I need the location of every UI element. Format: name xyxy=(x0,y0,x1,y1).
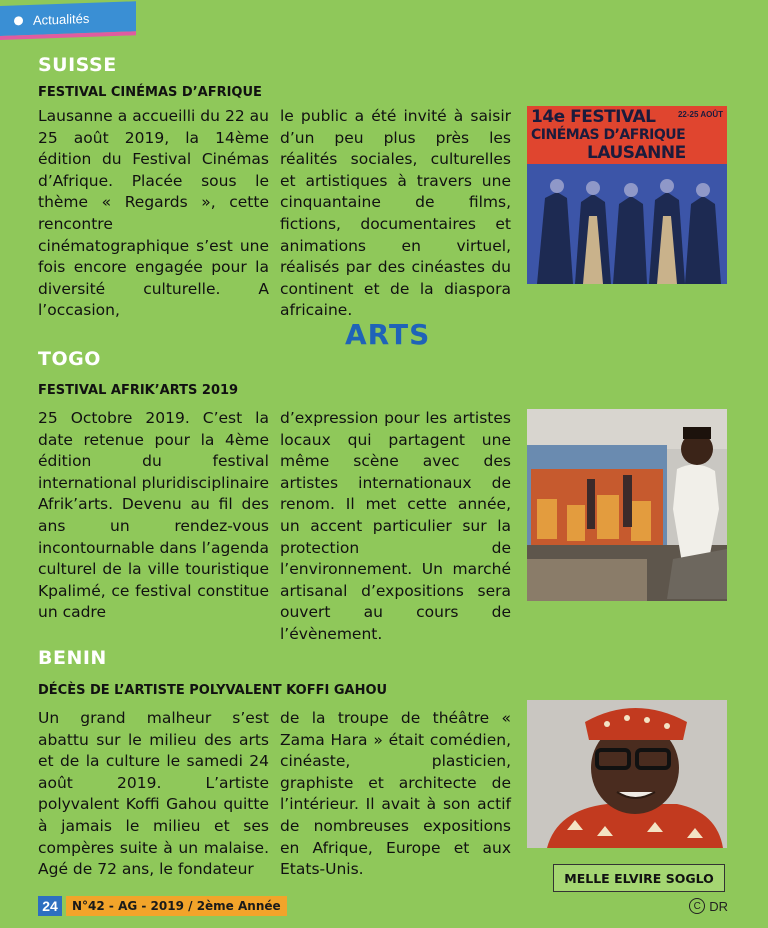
country-suisse: SUISSE xyxy=(38,54,117,76)
arts-section-title: ARTS xyxy=(345,318,431,351)
benin-col2: de la troupe de théâtre « Zama Hara » était comédien, cinéaste, plasticien, graphiste et architecte de l’intérieur. Il avait à son actif de nombreuses expositions en Afrique, Europe et aux Etats-Unis. xyxy=(280,709,511,879)
artist-painting-art xyxy=(527,409,727,601)
heading-festival-cinemas: FESTIVAL CINÉMAS D’AFRIQUE xyxy=(38,85,262,100)
credit-text: DR xyxy=(709,898,728,914)
suisse-col1: Lausanne a accueilli du 22 au 25 août 2019, la 14ème édition du Festival Cinémas d’Afrique. Placée sous le thème « Regards », cette rencontre cinématographique s’est une fois encore engagée pour la diversité culturelle. A l’occasion, xyxy=(38,107,269,320)
poster-title-line1: 14e FESTIVAL xyxy=(531,107,656,127)
bullet-icon xyxy=(14,16,23,25)
heading-deces-koffi-gahou: DÉCÈS DE L’ARTISTE POLYVALENT KOFFI GAHOU xyxy=(38,683,388,698)
benin-col1: Un grand malheur s’est abattu sur le milieu des arts et de la culture le samedi 24 août 2019. L’artiste polyvalent Koffi Gahou quitte à jamais le milieu et ses compères suite à un malaise. Agé de 72 ans, le fondateur xyxy=(38,709,269,879)
poster-dates: 22-25 AOÛT xyxy=(677,110,723,119)
festival-poster xyxy=(527,106,727,284)
poster-title-line2: CINÉMAS D’AFRIQUE xyxy=(531,127,686,143)
suisse-col2: le public a été invité à saisir d’un peu plus près les réalités sociales, culturelles et artistiques à travers une cinquantaine de films, fictions, documentaires et animations en virtuel, réalisés par des cinéastes du continent et de la diaspora africaine. xyxy=(280,107,511,320)
koffi-gahou-portrait xyxy=(527,700,727,848)
koffi-gahou-portrait-art xyxy=(527,700,727,848)
issue-label: N°42 - AG - 2019 / 2ème Année xyxy=(66,896,287,916)
page-number: 24 xyxy=(38,896,62,916)
section-tab-label: Actualités xyxy=(33,10,90,28)
country-benin: BENIN xyxy=(38,647,107,669)
copyright-icon: C xyxy=(689,898,705,914)
artist-painting-photo xyxy=(527,409,727,601)
country-togo: TOGO xyxy=(38,348,101,370)
heading-festival-afrikarts: FESTIVAL AFRIK’ARTS 2019 xyxy=(38,383,239,398)
togo-col2: d’expression pour les artistes locaux qui partagent une même scène avec des artistes internationaux de renom. Il met cette année, un accent particulier sur la protection de l’environnement. Un marché artisanal d’expositions sera ouvert au cours de l’évènement. xyxy=(280,409,511,643)
poster-title-line3: LAUSANNE xyxy=(587,143,686,163)
photo-credit xyxy=(689,898,728,914)
photo-caption: MELLE ELVIRE SOGLO xyxy=(553,864,725,892)
togo-col1: 25 Octobre 2019. C’est la date retenue pour la 4ème édition du festival international pluridisciplinaire Afrik’arts. Devenu au fil des ans un rendez-vous incontournable dans l’agenda culturel de la ville touristique Kpalimé, ce festival constitue un cadre xyxy=(38,409,269,622)
section-tab xyxy=(0,1,136,36)
